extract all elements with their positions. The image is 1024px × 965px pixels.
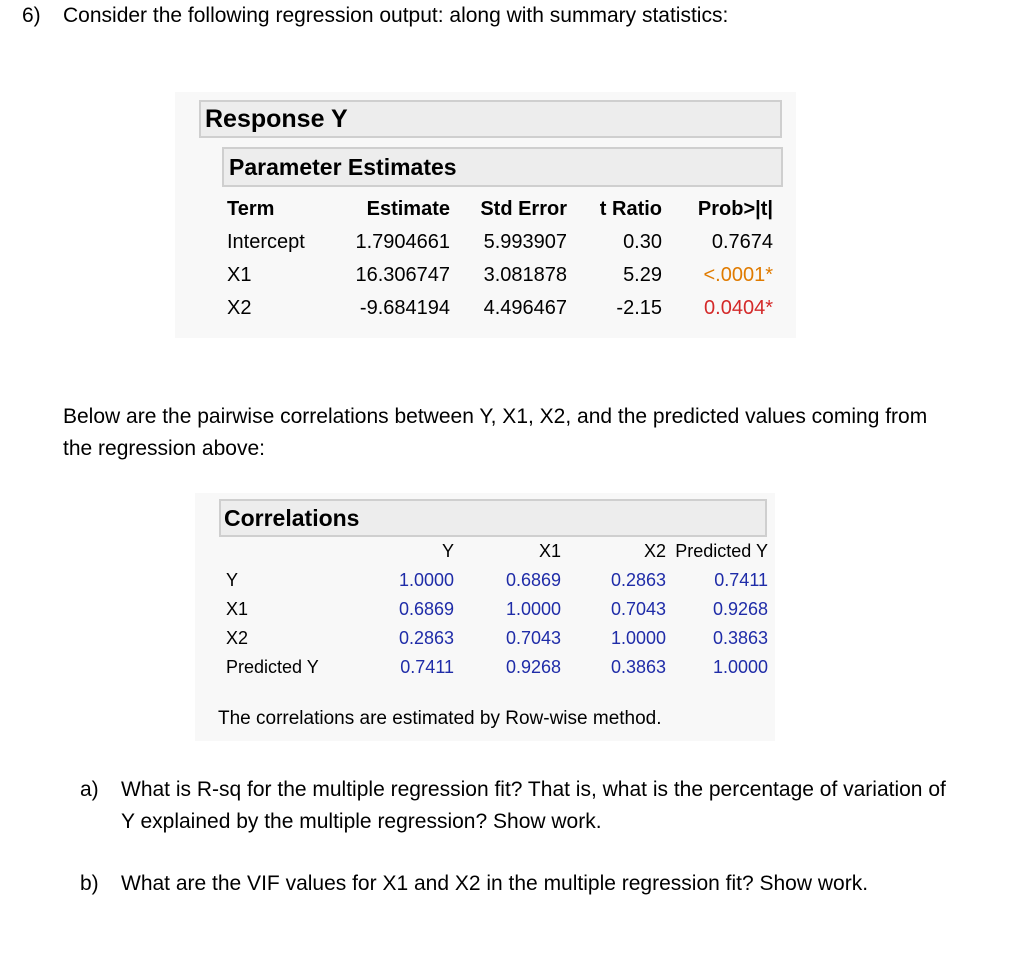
correlation-value: 0.3863: [610, 657, 666, 677]
prob-cell: <.0001*: [703, 264, 773, 286]
correlations-title: Correlations: [219, 499, 767, 537]
prob-cell: 0.7674: [711, 231, 773, 253]
correlation-value: 0.6869: [398, 599, 454, 619]
correlation-value: 0.7043: [610, 599, 666, 619]
header-term: Term: [227, 198, 275, 220]
term-cell: X2: [227, 297, 252, 319]
correlations-footer: The correlations are estimated by Row-wise method.: [218, 708, 662, 729]
correlation-value: 0.3863: [712, 628, 768, 648]
table-row: [226, 570, 771, 599]
table-header-row: [226, 541, 771, 570]
column-header: Predicted Y: [675, 541, 768, 561]
correlation-value: 0.2863: [610, 570, 666, 590]
question-text: Consider the following regression output: along with summary statistics:: [63, 4, 729, 27]
table-row: [226, 657, 771, 686]
response-panel: [175, 92, 796, 338]
prob-cell: 0.0404*: [704, 297, 773, 319]
header-prob: Prob>|t|: [697, 198, 773, 220]
correlations-panel: [195, 493, 775, 741]
question-a-text: What is R-sq for the multiple regression fit? That is, what is the percentage of variation of Y explained by the multiple regression? Show work.: [121, 778, 946, 833]
row-label: Y: [226, 570, 239, 590]
question-b-text: What are the VIF values for X1 and X2 in the multiple regression fit? Show work.: [121, 872, 869, 895]
correlation-value: 0.7411: [714, 570, 768, 590]
question-b-label: b): [80, 872, 99, 895]
std-error-cell: 4.496467: [483, 297, 567, 319]
correlation-value: 0.2863: [398, 628, 454, 648]
std-error-cell: 5.993907: [483, 231, 567, 253]
column-header: X2: [643, 541, 666, 561]
std-error-cell: 3.081878: [483, 264, 567, 286]
correlation-value: 1.0000: [505, 599, 561, 619]
correlation-value: 0.9268: [505, 657, 561, 677]
correlation-value: 0.7043: [505, 628, 561, 648]
row-label: X2: [226, 628, 249, 648]
column-header: Y: [441, 541, 454, 561]
row-label: Predicted Y: [226, 657, 319, 677]
correlation-value: 0.6869: [505, 570, 561, 590]
estimate-cell: 16.306747: [355, 264, 450, 286]
header-t-ratio: t Ratio: [599, 198, 662, 220]
correlation-value: 0.7411: [400, 657, 454, 677]
correlation-value: 1.0000: [398, 570, 454, 590]
table-row: [226, 599, 771, 628]
correlation-value: 0.9268: [712, 599, 768, 619]
question-number: 6): [22, 4, 41, 27]
table-row: [226, 628, 771, 657]
header-std-error: Std Error: [480, 198, 567, 220]
t-ratio-cell: 5.29: [623, 264, 662, 286]
correlation-value: 1.0000: [712, 657, 768, 677]
term-cell: Intercept: [227, 231, 305, 253]
question-a-label: a): [80, 778, 99, 801]
estimate-cell: 1.7904661: [355, 231, 450, 253]
estimate-cell: -9.684194: [359, 297, 450, 319]
parameter-estimates-title: Parameter Estimates: [222, 147, 783, 187]
row-label: X1: [226, 599, 249, 619]
header-estimate: Estimate: [366, 198, 450, 220]
term-cell: X1: [227, 264, 252, 286]
correlations-intro-text: Below are the pairwise correlations between Y, X1, X2, and the predicted values coming from the regression above:: [63, 405, 928, 460]
response-title: Response Y: [199, 100, 782, 138]
column-header: X1: [538, 541, 561, 561]
t-ratio-cell: 0.30: [623, 231, 662, 253]
correlation-value: 1.0000: [610, 628, 666, 648]
correlations-table: [226, 541, 771, 686]
t-ratio-cell: -2.15: [616, 297, 662, 319]
